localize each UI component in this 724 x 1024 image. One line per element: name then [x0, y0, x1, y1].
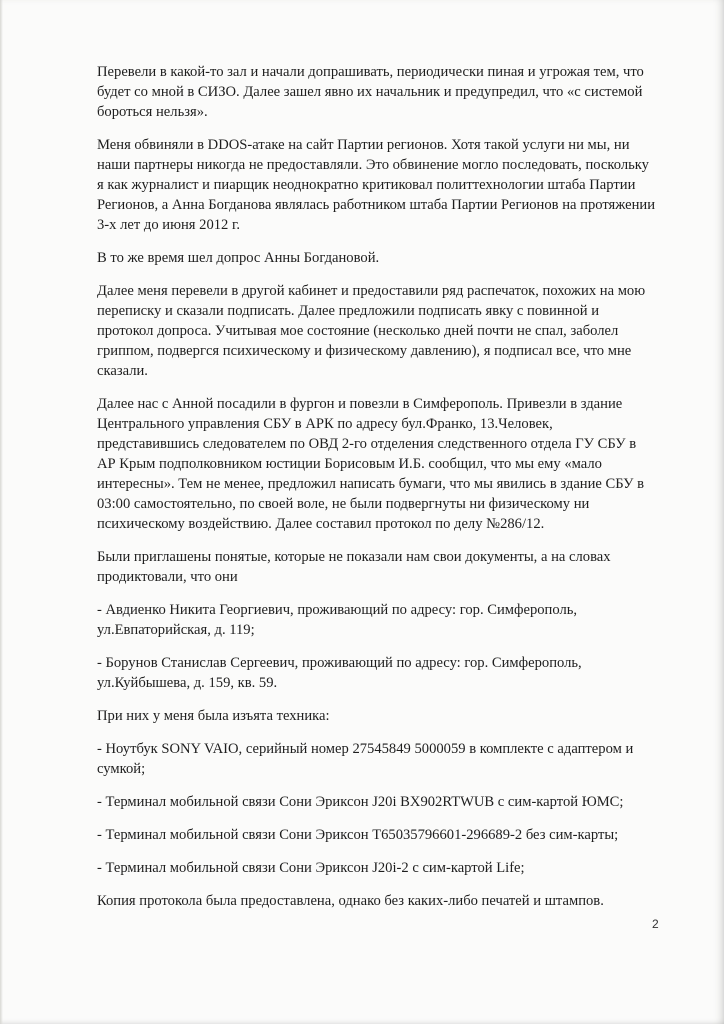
paragraph-witnesses-intro: Были приглашены понятые, которые не показали нам свои документы, а на словах продиктовали, что они [97, 549, 611, 585]
page-edge-shadow [0, 0, 3, 1024]
list-item-phone-3: - Терминал мобильной связи Сони Эриксон J20i-2 с сим-картой Life; [97, 860, 525, 876]
document-body [97, 62, 657, 924]
paragraph-signing-documents: Далее меня перевели в другой кабинет и предоставили ряд распечаток, похожих на мою переписку и сказали подписать. Далее предложили подписать явку с повинной и протокол допроса. Учитывая мое состояние (несколько дней почти не спал, заболел гриппом, подвергся психическому и физическому давлению), я подписал все, что мне сказали. [97, 283, 646, 379]
paragraph-seized-intro: При них у меня была изъята техника: [97, 708, 330, 724]
page-number: 2 [652, 917, 659, 931]
list-item-laptop: - Ноутбук SONY VAIO, серийный номер 27545849 5000059 в комплекте с адаптером и сумкой; [97, 741, 634, 777]
list-item-witness-2: - Борунов Станислав Сергеевич, проживающий по адресу: гор. Симферополь, ул.Куйбышева, д. 159, кв. 59. [97, 655, 582, 691]
list-item-phone-1: - Терминал мобильной связи Сони Эриксон J20i BX902RTWUB с сим-картой ЮМС; [97, 794, 624, 810]
paragraph-ddos-accusation: Меня обвиняли в DDOS-атаке на сайт Партии регионов. Хотя такой услуги ни мы, ни наши партнеры никогда не предоставляли. Это обвинение могло последовать, поскольку я как журналист и пиарщик неоднократно критиковал политтехнологии штаба Партии Регионов, а Анна Богданова являлась работником штаба Партии Регионов на протяжении 3-х лет до июня 2012 г. [97, 137, 656, 233]
list-item-witness-1: - Авдиенко Никита Георгиевич, проживающий по адресу: гор. Симферополь, ул.Евпаторийская, д. 119; [97, 602, 578, 638]
paragraph-protocol-copy: Копия протокола была предоставлена, однако без каких-либо печатей и штампов. [97, 893, 604, 909]
paragraph-bogdanova-interrogation: В то же время шел допрос Анны Богдановой. [97, 250, 380, 266]
list-item-phone-2: - Терминал мобильной связи Сони Эриксон Т65035796601-296689-2 без сим-карты; [97, 827, 619, 843]
paragraph-transfer-simferopol: Далее нас с Анной посадили в фургон и повезли в Симферополь. Привезли в здание Центрального управления СБУ в АРК по адресу бул.Франко, 13.Человек, представившись следователем по ОВД 2-го отделения следственного отдела ГУ СБУ в АР Крым подполковником юстиции Борисовым И.Б. сообщил, что мы ему «мало интересны». Тем не менее, предложил написать бумаги, что мы явились в здание СБУ в 03:00 самостоятельно, по своей воле, не были подвергнуты ни физическому ни психическому воздействию. Далее составил протокол по делу №286/12. [97, 396, 645, 532]
paragraph-interrogation: Перевели в какой-то зал и начали допрашивать, периодически пиная и угрожая тем, что будет со мной в СИЗО. Далее зашел явно их начальник и предупредил, что «с системой бороться нельзя». [97, 64, 644, 120]
